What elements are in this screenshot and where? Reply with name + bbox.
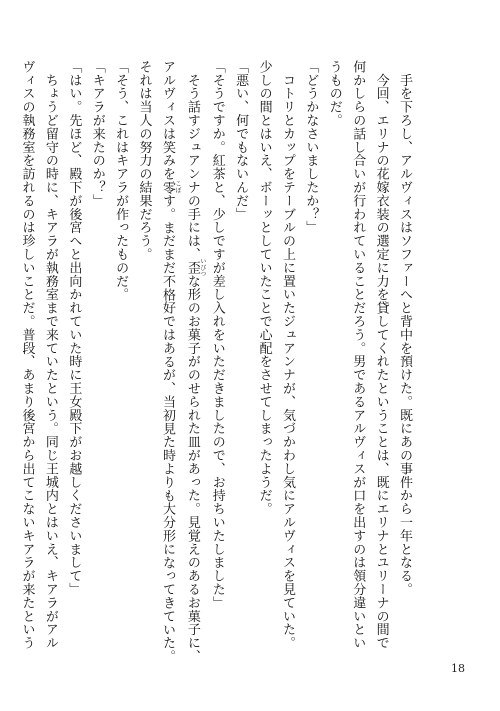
ruby-reading-distorted: いびつ xyxy=(198,258,206,278)
text-line-8: 「悪い、何でもないんだ」 xyxy=(233,60,249,221)
text-line-14: 「キアラが来たのか？」 xyxy=(89,60,105,208)
ruby-reading-spill: こぼ xyxy=(173,180,181,194)
text-line-10-rest: な形のお菓子がのせられた皿があった。見覚えのあるお菓子に、 xyxy=(184,274,200,664)
text-line-5: 「どうかなさいましたか？」 xyxy=(303,60,319,235)
text-line-3: 何かしらの話し合いが行われていることだろう。男であるアルヴィスが口を出すのは領分違いとい xyxy=(350,60,366,650)
text-line-6: コトリとカップをテーブルの上に置いたジュアンナが、気づかわし気にアルヴィスを見ていた。 xyxy=(279,60,295,650)
text-line-2: 今回、エリナの花嫁衣装の選定に力を貸してくれたということは、既にエリナとユリーナの間で xyxy=(373,60,389,650)
text-line-7: 少しの間とはいえ、ボーッとしていたことで心配をさせてしまったようだ。 xyxy=(256,60,272,516)
page-number: 18 xyxy=(451,662,465,675)
ruby-distorted xyxy=(184,258,206,278)
vertical-text-body xyxy=(19,60,416,664)
text-line-1: 手を下ろし、アルヴィスはソファーへと背中を預けた。既にあの事件から一年となる。 xyxy=(397,60,412,596)
text-line-4: うものだ。 xyxy=(326,60,342,127)
text-line-11-rest: す。まだまだ不格好ではあるが、当初見た時よりも大分形になってきていた。 xyxy=(159,194,175,664)
text-line-16: ちょうど留守の時に、キアラが執務室まで来ていたという。同じ王城内とはいえ、キアラがアル xyxy=(42,60,58,650)
ruby-base-distorted: 歪 xyxy=(184,258,200,278)
ruby-spill xyxy=(159,180,181,195)
text-line-17: ヴィスの執務室を訪れるのは珍しいことだ。普段、あまり後宮から出てこないキアラが来たという xyxy=(19,60,35,650)
text-line-10-start: そう話すジュアンナの手には、 xyxy=(184,60,200,261)
text-line-11-start: アルヴィスは笑みを xyxy=(159,60,175,181)
text-line-10 xyxy=(180,60,206,664)
text-line-9: 「そうですか。紅茶と、少しですが差し入れをいただきましたので、お持ちいたしました」 xyxy=(209,60,225,610)
ruby-base-spill: 零 xyxy=(159,180,175,195)
text-line-11 xyxy=(156,60,181,664)
text-line-12: それは当人の努力の結果だろう。 xyxy=(136,60,152,261)
text-line-15: 「はい。先ほど、殿下が後宮へと出向かれていた時に王女殿下がお越しくださいまして」 xyxy=(66,60,82,596)
text-line-13: 「そう、これはキアラが作ったものだ。 xyxy=(113,60,129,302)
